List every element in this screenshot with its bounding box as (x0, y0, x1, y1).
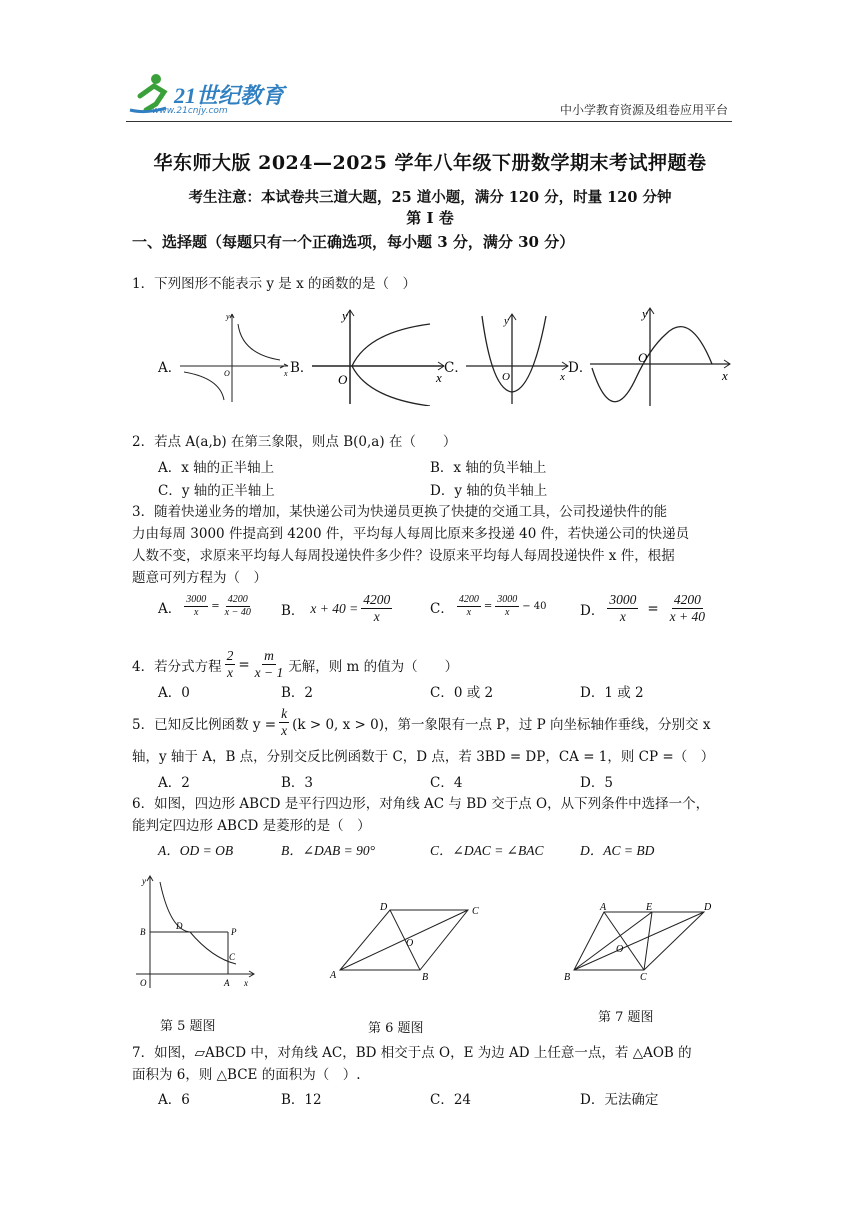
svg-text:A: A (330, 970, 337, 981)
figure-q5 (130, 872, 260, 992)
header-platform-text: 中小学教育资源及组卷应用平台 (559, 103, 728, 117)
q7-option-c: C．24 (430, 1092, 472, 1108)
q6-line-2: 能判定四边形 ABCD 是菱形的是（ ） (132, 818, 371, 834)
figure-q6 (326, 898, 486, 982)
q7-line-2: 面积为 6，则 △BCE 的面积为（ ）. (132, 1067, 361, 1083)
q1-graph-b (308, 306, 448, 406)
q6-option-a: A．OD = OB (158, 843, 234, 858)
q3d-frac-1: $\frac{3000}{x}$ (609, 592, 637, 625)
q5-option-d: D．5 (580, 775, 613, 791)
q5-line-2: 轴，y 轴于 A，B 点，分别交反比例函数于 C，D 点，若 3BD = DP，CA = 1，则 CP =（ ） (132, 749, 715, 765)
q5-option-c: C．4 (430, 775, 463, 791)
svg-text:y: y (642, 306, 648, 321)
figure-q7 (560, 898, 720, 982)
svg-text:x: x (436, 370, 442, 385)
svg-text:O: O (140, 978, 147, 988)
svg-text:O: O (638, 350, 648, 365)
q6-line-1: 6．如图，四边形 ABCD 是平行四边形，对角线 AC 与 BD 交于点 O，从下列条件中选择一个， (132, 796, 710, 812)
section-heading: 一、选择题（每题只有一个正确选项，每小题 3 分，满分 30 分） (132, 233, 575, 251)
q5-option-b: B．3 (281, 775, 314, 791)
q1-stem: 1．下列图形不能表示 y 是 x 的函数的是（ ） (132, 276, 416, 292)
svg-text:O: O (338, 372, 348, 387)
svg-text:B: B (140, 927, 146, 937)
q2-stem: 2．若点 A(a,b) 在第三象限，则点 B(0,a) 在（ ） (132, 434, 457, 450)
svg-text:O: O (502, 371, 510, 383)
q5-option-a: A．2 (158, 775, 190, 791)
svg-text:C: C (229, 952, 236, 962)
q3d-frac-2: $\frac{4200}{x + 40}$ (669, 592, 705, 625)
q1-graph-d (586, 304, 734, 408)
q1-label-b: B． (290, 360, 314, 376)
q6-option-b: B．∠DAB = 90° (281, 843, 376, 858)
svg-text:y: y (142, 876, 146, 886)
q2-option-c: C．y 轴的正半轴上 (158, 483, 275, 499)
svg-text:D: D (176, 921, 183, 931)
volume-label: 第 I 卷 (406, 209, 454, 227)
q3-line-3: 人数不变，求原来平均每人每周投递快件多少件？设原来平均每人每周投递快件 x 件，根据 (132, 548, 675, 564)
q7-option-b: B．12 (281, 1092, 322, 1108)
q6-option-d: D．AC = BD (580, 843, 655, 858)
logo (126, 70, 296, 120)
q3b-frac: $\frac{4200}{x}$ (363, 592, 391, 625)
q2-option-a: A．x 轴的正半轴上 (158, 460, 275, 476)
svg-text:D: D (704, 902, 712, 913)
svg-text:x: x (244, 978, 248, 988)
figure-q5-caption: 第 5 题图 (160, 1019, 216, 1034)
q4-option-a: A．0 (158, 685, 190, 701)
q3-option-b: B． x + 40 = $\frac{4200}{x}$ (281, 592, 391, 625)
q3-option-a: A． $\frac{3000}{x}$ = $\frac{4200}{x - 40}$ (158, 594, 251, 618)
q1-graph-a (176, 310, 296, 406)
header-divider (126, 121, 732, 122)
svg-text:E: E (646, 902, 653, 913)
q4-option-c: C．0 或 2 (430, 685, 494, 701)
q5-frac: $\frac{k}{x}$ (281, 706, 288, 739)
q4-stem: 4．若分式方程 $\frac{2}{x}$ = $\frac{m}{x - 1}$ 无解，则 m 的值为（ ） (132, 648, 459, 681)
q4-frac-1: $\frac{2}{x}$ (226, 648, 234, 681)
svg-text:B: B (422, 972, 429, 982)
q4-frac-2: $\frac{m}{x - 1}$ (254, 648, 284, 681)
q3-option-c: C． $\frac{4200}{x}$ = $\frac{3000}{x}$ − 40 (430, 594, 547, 618)
svg-text:C: C (472, 906, 479, 917)
q2-option-d: D．y 轴的负半轴上 (430, 483, 548, 499)
svg-text:y: y (342, 308, 348, 323)
q3-line-4: 题意可列方程为（ ） (132, 570, 267, 586)
svg-text:O: O (616, 944, 624, 955)
svg-text:P: P (231, 927, 237, 937)
q1-graph-c (462, 310, 574, 406)
q1-label-c: C． (444, 360, 468, 376)
svg-text:x: x (284, 369, 288, 378)
q1-label-d: D． (568, 360, 593, 376)
q3-label-a: A． (158, 600, 182, 617)
q7-line-1: 7．如图，▱ABCD 中，对角线 AC，BD 相交于点 O，E 为边 AD 上任意一点，若 △AOB 的 (132, 1045, 692, 1061)
q2-option-b: B．x 轴的负半轴上 (430, 460, 547, 476)
svg-text:21世纪教育: 21世纪教育 (174, 83, 285, 108)
svg-text:y: y (504, 315, 509, 327)
q3-line-1: 3．随着快递业务的增加，某快递公司为快递员更换了快捷的交通工具，公司投递快件的能 (132, 504, 668, 520)
svg-text:x: x (560, 371, 565, 383)
svg-text:O: O (224, 369, 230, 378)
figure-q6-caption: 第 6 题图 (368, 1021, 424, 1036)
q7-option-d: D．无法确定 (580, 1092, 659, 1108)
q4-option-d: D．1 或 2 (580, 685, 644, 701)
svg-text:A: A (224, 978, 230, 988)
svg-text:C: C (640, 972, 647, 982)
svg-text:D: D (380, 902, 388, 913)
q3a-frac-2: $\frac{4200}{x - 40}$ (224, 594, 251, 618)
q3-label-b: B． (281, 602, 305, 619)
q3-label-d: D． (580, 602, 605, 619)
q5-line-1: 5．已知反比例函数 y = $\frac{k}{x}$ (k > 0, x > 0)，第一象限有一点 P，过 P 向坐标轴作垂线，分别交 x (132, 706, 711, 739)
q3-line-2: 力由每周 3000 件提高到 4200 件，平均每人每周比原来多投递 40 件，若快递公司的快递员 (132, 526, 690, 542)
svg-text:y: y (226, 312, 230, 321)
q6-option-c: C．∠DAC = ∠BAC (430, 843, 544, 858)
q3a-frac-1: $\frac{3000}{x}$ (186, 594, 207, 618)
svg-text:O: O (406, 938, 414, 949)
q4-option-b: B．2 (281, 685, 314, 701)
q3-label-c: C． (430, 600, 454, 617)
svg-text:A: A (600, 902, 607, 913)
exam-notice: 考生注意：本试卷共三道大题，25 道小题，满分 120 分，时量 120 分钟 (188, 189, 672, 206)
svg-text:x: x (722, 368, 728, 383)
q3c-frac-1: $\frac{4200}{x}$ (458, 594, 479, 618)
page-title: 华东师大版 2024—2025 学年八年级下册数学期末考试押题卷 (153, 152, 707, 174)
svg-text:B: B (564, 972, 571, 982)
q3c-frac-2: $\frac{3000}{x}$ (497, 594, 518, 618)
figure-q7-caption: 第 7 题图 (598, 1010, 654, 1025)
q3-option-d: D． $\frac{3000}{x}$ = $\frac{4200}{x + 40}$ (580, 592, 705, 625)
q1-label-a: A． (158, 360, 182, 376)
q1-graphs (0, 300, 860, 410)
logo-url: www.21cnjy.com (152, 106, 228, 116)
q7-option-a: A．6 (158, 1092, 190, 1108)
